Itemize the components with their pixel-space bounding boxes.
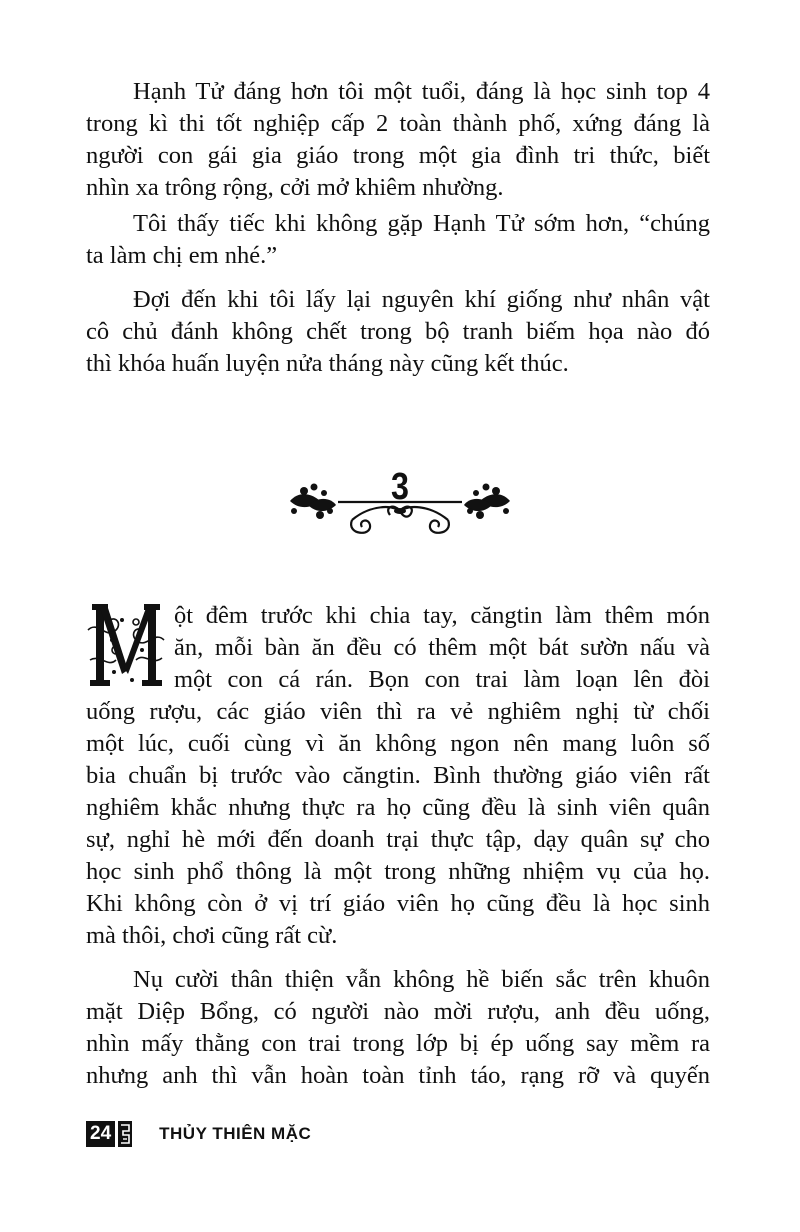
paragraph-2 bbox=[86, 208, 710, 272]
text-line: mặt Diệp Bổng, có người nào mời rượu, anh đều uống, bbox=[86, 998, 710, 1025]
paragraph-1 bbox=[86, 76, 710, 204]
text-line: sự, nghỉ hè mới đến doanh trại thực tập, dạy quân sự cho bbox=[86, 826, 710, 853]
text-line: uống rượu, các giáo viên thì ra vẻ nghiêm nghị từ chối bbox=[86, 698, 710, 725]
text-line: nhìn xa trông rộng, cởi mở khiêm nhường. bbox=[86, 174, 504, 201]
text-line: Hạnh Tử đáng hơn tôi một tuổi, đáng là học sinh top 4 bbox=[133, 78, 710, 105]
paragraph-3 bbox=[86, 284, 710, 380]
paragraph-4 bbox=[86, 600, 710, 952]
text-line: người con gái gia giáo trong một gia đình tri thức, biết bbox=[86, 142, 710, 169]
text-line: cô chủ đánh không chết trong bộ tranh biếm họa nào đó bbox=[86, 318, 710, 345]
text-line: Nụ cười thân thiện vẫn không hề biến sắc trên khuôn bbox=[133, 966, 710, 993]
paragraph-5 bbox=[86, 964, 710, 1092]
text-line: Tôi thấy tiếc khi không gặp Hạnh Tử sớm hơn, “chúng bbox=[133, 210, 710, 237]
text-line: trong kì thi tốt nghiệp cấp 2 toàn thành phố, xứng đáng là bbox=[86, 110, 710, 137]
text-line: mà thôi, chơi cũng rất cừ. bbox=[86, 922, 338, 949]
text-line: một lúc, cuối cùng vì ăn không ngon nên mang luôn số bbox=[86, 730, 710, 757]
text-line: Đợi đến khi tôi lấy lại nguyên khí giống như nhân vật bbox=[133, 286, 710, 313]
text-line: học sinh phổ thông là một trong những nhiệm vụ của họ. bbox=[86, 858, 710, 885]
text-line: ăn, mỗi bàn ăn đều có thêm một bát sườn nấu và bbox=[174, 634, 710, 661]
text-line: nhưng anh thì vẫn hoàn toàn tỉnh táo, rạng rỡ và quyến bbox=[86, 1062, 710, 1089]
footer-ornament-icon bbox=[118, 1121, 132, 1147]
chapter-number: 3 bbox=[391, 466, 409, 508]
page-number: 24 bbox=[86, 1121, 115, 1147]
text-line: Khi không còn ở vị trí giáo viên họ cũng đều là học sinh bbox=[86, 890, 710, 917]
text-line: một con cá rán. Bọn con trai làm loạn lên đòi bbox=[174, 666, 710, 693]
text-line: nhìn mấy thằng con trai trong lớp bị ép uống say mềm ra bbox=[86, 1030, 710, 1057]
page-footer bbox=[86, 1120, 311, 1148]
text-line: ta làm chị em nhé.” bbox=[86, 242, 278, 269]
text-line: ột đêm trước khi chia tay, căngtin làm thêm món bbox=[174, 602, 710, 629]
text-line: nghiêm khắc nhưng thực ra họ cũng đều là sinh viên quân bbox=[86, 794, 710, 821]
text-line: thì khóa huấn luyện nửa tháng này cũng kết thúc. bbox=[86, 350, 569, 377]
author-name: THỦY THIÊN MẶC bbox=[159, 1124, 312, 1143]
text-line: bia chuẩn bị trước vào căngtin. Bình thường giáo viên rất bbox=[86, 762, 710, 789]
chapter-ornament bbox=[280, 465, 520, 545]
